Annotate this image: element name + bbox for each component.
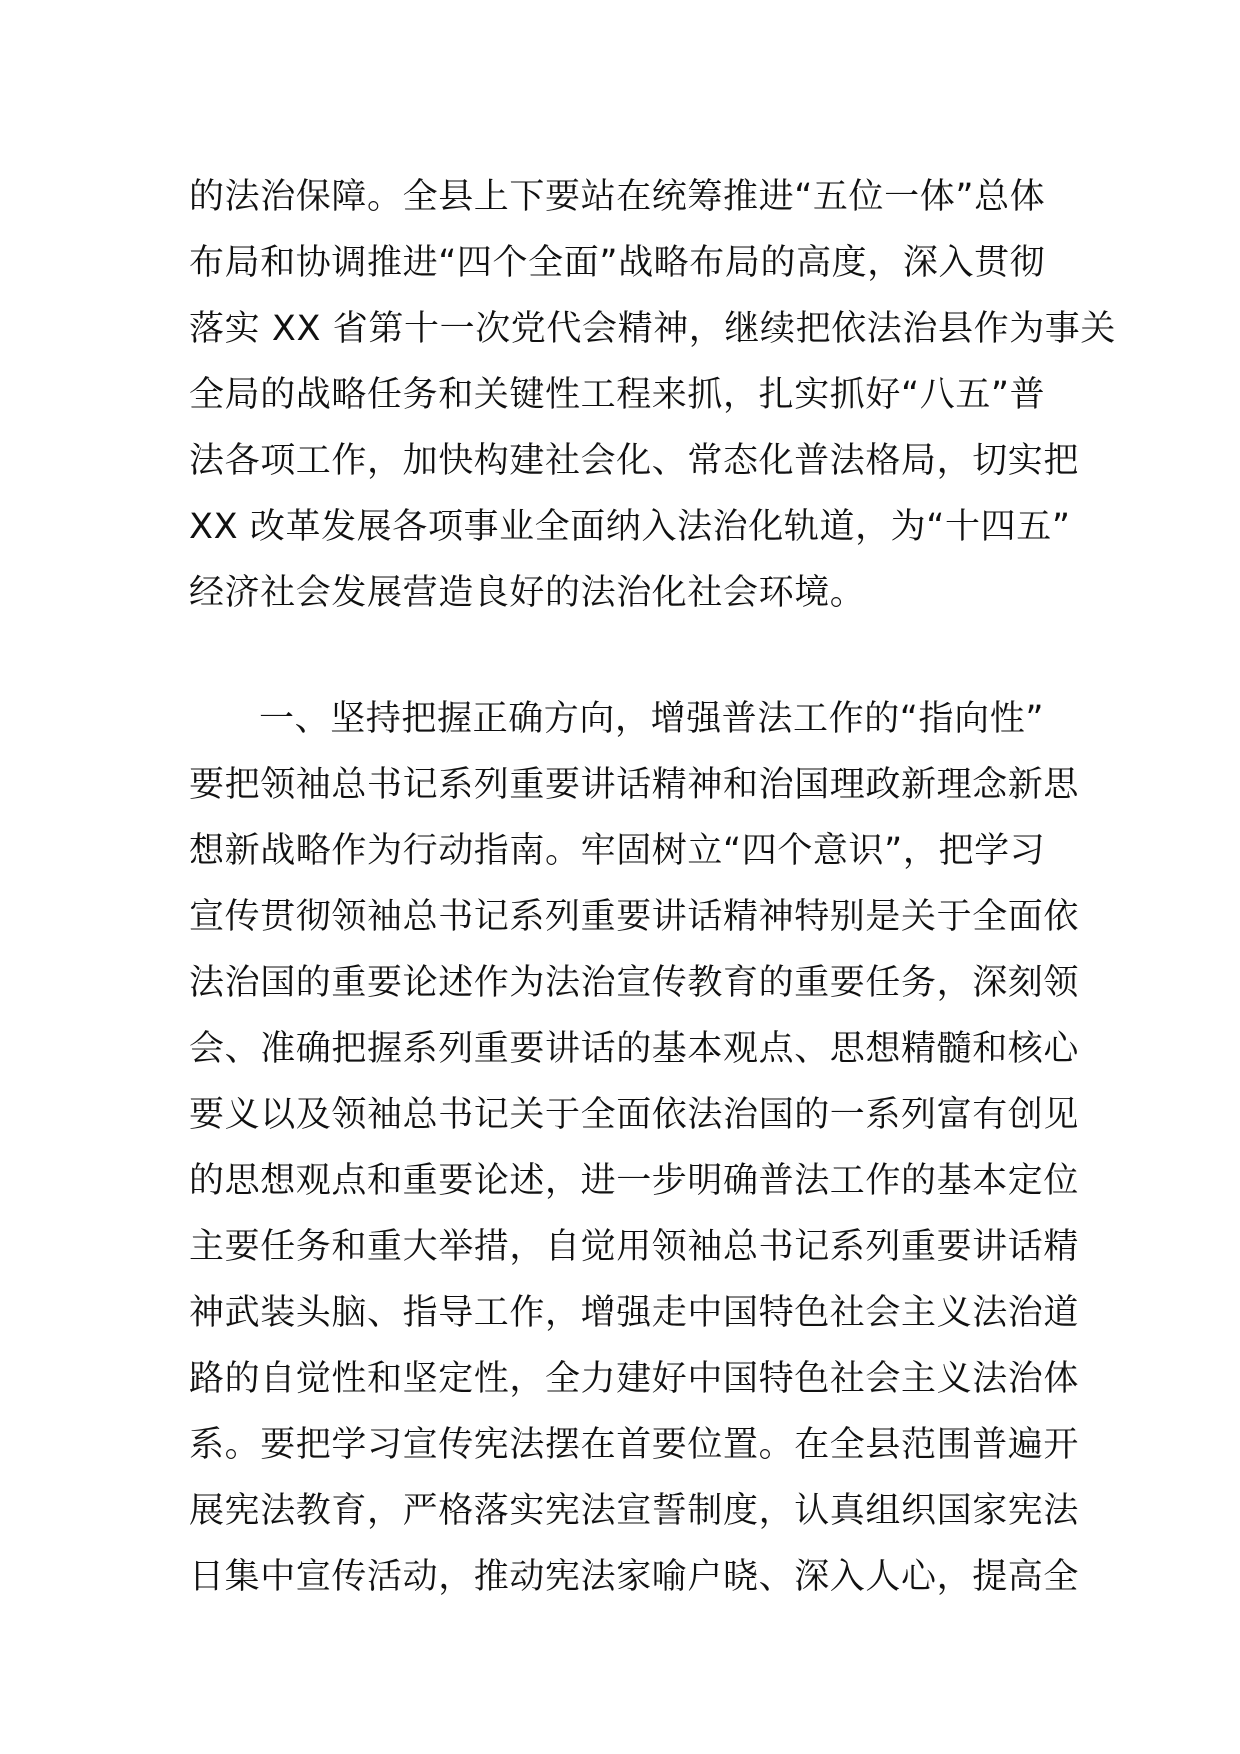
text-line: 布局和协调推进“四个全面”战略布局的高度，深入贯彻: [189, 243, 1046, 283]
text-line: 要把领袖总书记系列重要讲话精神和治国理政新理念新思: [189, 765, 1080, 805]
text-line: 要义以及领袖总书记关于全面依法治国的一系列富有创见: [189, 1095, 1080, 1135]
text-line: 主要任务和重大举措，自觉用领袖总书记系列重要讲话精: [189, 1227, 1080, 1267]
section-one-paragraph: [189, 686, 1080, 1610]
text-line: 的思想观点和重要论述，进一步明确普法工作的基本定位: [189, 1161, 1080, 1201]
text-line: 会、准确把握系列重要讲话的基本观点、思想精髓和核心: [189, 1029, 1080, 1069]
section-heading-line: 一、坚持把握正确方向，增强普法工作的“指向性”: [259, 699, 1045, 739]
paragraph-continuation: [189, 164, 1117, 626]
text-line: 展宪法教育，严格落实宪法宣誓制度，认真组织国家宪法: [189, 1491, 1080, 1531]
text-line: 神武装头脑、指导工作，增强走中国特色社会主义法治道: [189, 1293, 1080, 1333]
text-line: 宣传贯彻领袖总书记系列重要讲话精神特别是关于全面依: [189, 897, 1080, 937]
text-line: XX 改革发展各项事业全面纳入法治化轨道，为“十四五”: [189, 507, 1071, 547]
text-line: 落实 XX 省第十一次党代会精神，继续把依法治县作为事关: [189, 309, 1117, 349]
text-line: 系。要把学习宣传宪法摆在首要位置。在全县范围普遍开: [189, 1425, 1080, 1465]
text-line: 全局的战略任务和关键性工程来抓，扎实抓好“八五”普: [189, 375, 1046, 415]
text-line: 想新战略作为行动指南。牢固树立“四个意识”，把学习: [189, 831, 1046, 871]
text-line: 法各项工作，加快构建社会化、常态化普法格局，切实把: [189, 441, 1080, 481]
text-line: 的法治保障。全县上下要站在统筹推进“五位一体”总体: [189, 177, 1046, 217]
text-line: 路的自觉性和坚定性，全力建好中国特色社会主义法治体: [189, 1359, 1080, 1399]
text-line: 日集中宣传活动，推动宪法家喻户晓、深入人心，提高全: [189, 1557, 1080, 1597]
text-line: 法治国的重要论述作为法治宣传教育的重要任务，深刻领: [189, 963, 1080, 1003]
text-line: 经济社会发展营造良好的法治化社会环境。: [189, 573, 866, 613]
